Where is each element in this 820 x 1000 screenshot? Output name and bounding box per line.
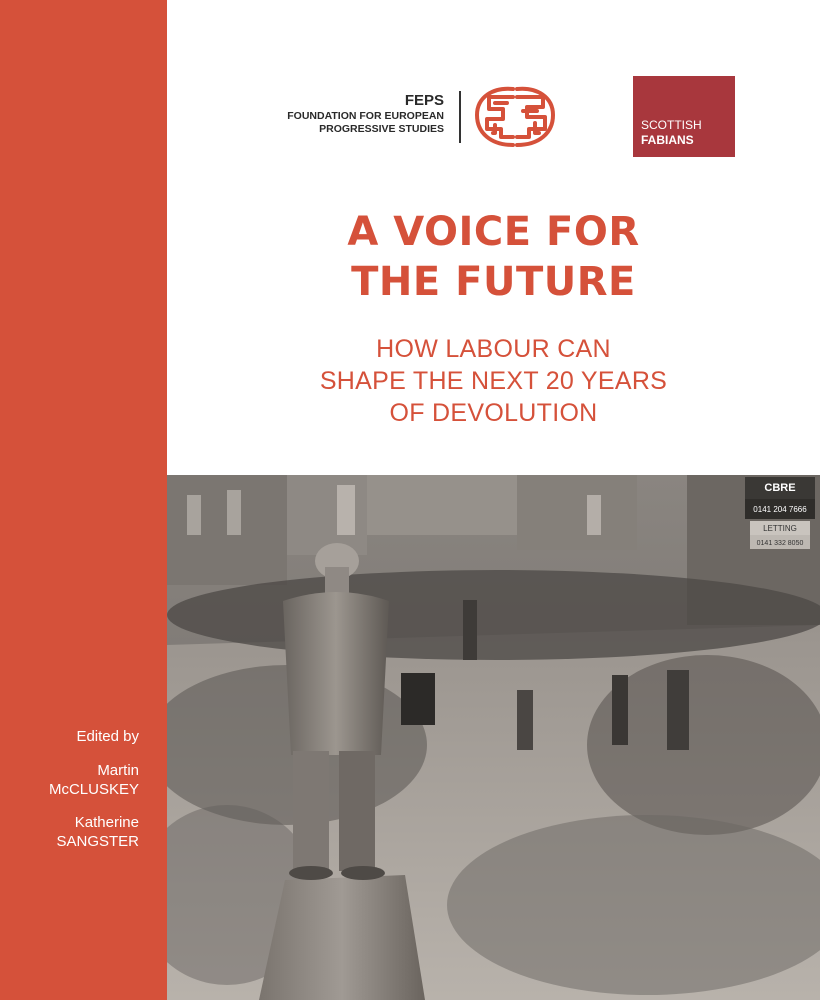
pedestrian (517, 690, 533, 750)
feps-wordmark (248, 92, 444, 136)
pedestrian (667, 670, 689, 750)
cover-sidebar (0, 0, 167, 1000)
pedestrian (612, 675, 628, 745)
cover-title (167, 207, 820, 307)
subtitle-line3: OF DEVOLUTION (389, 399, 598, 427)
statue-leg-right (339, 751, 375, 871)
statue-shoe-left (289, 866, 333, 880)
subtitle-line1: HOW LABOUR CAN (376, 335, 611, 363)
letting-sign-text: LETTING (763, 524, 797, 533)
statue-leg-left (293, 751, 329, 871)
feps-brain-logo-icon (471, 83, 559, 149)
pedestrian (463, 600, 477, 660)
editors-block (0, 727, 139, 865)
editor-katherine (0, 813, 139, 851)
building-center (367, 475, 517, 535)
phone-sign-text: 0141 204 7666 (753, 505, 807, 514)
window (187, 495, 201, 535)
crowd-far (167, 570, 820, 660)
editor-last-name: McCLUSKEY (48, 781, 139, 798)
scottish-fabians-logo (633, 76, 735, 157)
banner (587, 495, 601, 535)
letting-phone-text: 0141 332 8050 (756, 540, 804, 547)
banner (337, 485, 355, 535)
edited-by-label: Edited by (76, 728, 139, 745)
title-line2: THE FUTURE (351, 259, 636, 305)
statue-plinth (259, 875, 425, 1000)
window (227, 490, 241, 535)
editor-first-name: Katherine (74, 814, 139, 831)
editor-first-name: Martin (97, 762, 139, 779)
title-line1: A VOICE FOR (347, 209, 640, 255)
cover-subtitle (167, 333, 820, 429)
fabians-line1: SCOTTISH (641, 118, 702, 132)
feps-name-line1: FOUNDATION FOR EUROPEAN (287, 110, 444, 122)
editor-martin (0, 761, 139, 799)
fabians-line2: FABIANS (641, 133, 694, 147)
feps-divider (459, 91, 461, 143)
street-crowd-photo (167, 475, 820, 1000)
feps-acronym: FEPS (404, 92, 444, 109)
building-mid-right (517, 475, 637, 550)
shop-sign-text: CBRE (764, 482, 796, 494)
statue-shoe-right (341, 866, 385, 880)
statue-coat (283, 592, 389, 755)
street-bin (401, 673, 435, 725)
feps-name-line2: PROGRESSIVE STUDIES (319, 123, 444, 135)
editor-last-name: SANGSTER (56, 833, 139, 850)
subtitle-line2: SHAPE THE NEXT 20 YEARS (319, 367, 668, 395)
